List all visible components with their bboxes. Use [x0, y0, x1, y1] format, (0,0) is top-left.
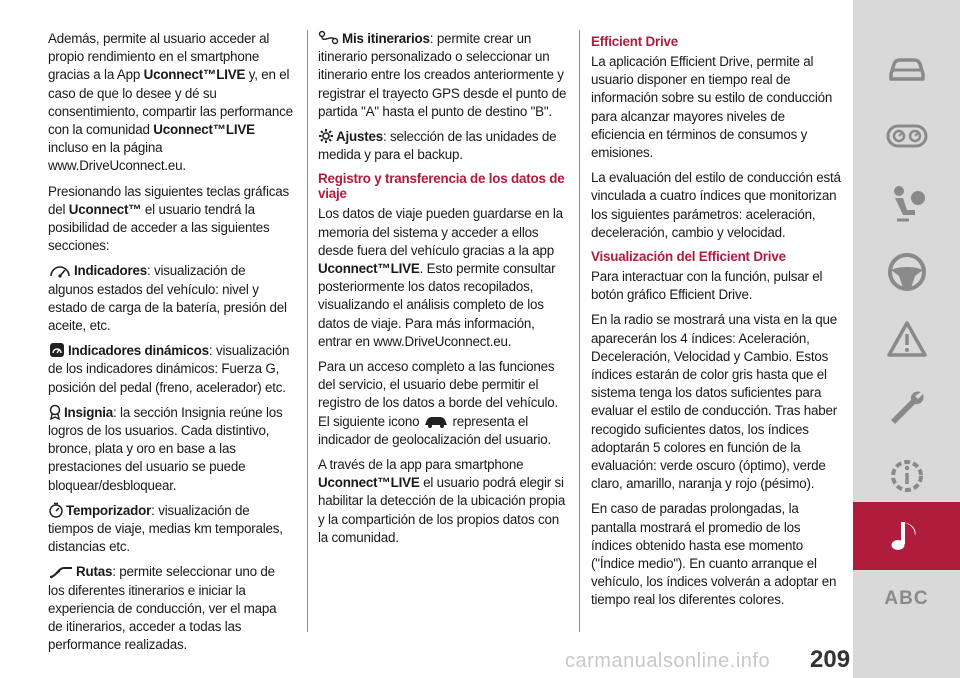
paragraph-registro: Los datos de viaje pueden guardarse en la memoria del sistema y acceder a ellos desde fuera del vehículo gracias a la app Uconnect™LIVE. Esto permite consultar posteriormente los datos recopilados, visualizando el análisis completo de los datos de viaje. Para más información, entrar en www.DriveUconnect.eu.	[318, 206, 563, 349]
paragraph-indices: En la radio se mostrará una vista en la que aparecerán los 4 índices: Aceleración, Deceleración, Velocidad y Cambio. Estos índices estarán de color gris hasta que el sistema tenga los datos suficientes para evaluar el estilo de conducción. Tras haber recogido suficientes datos, los índices adoptarán 5 colores en función de la evaluación: verde oscuro (óptimo), verde claro, amarillo, naranja y rojo (pésimo).	[591, 312, 837, 492]
steering-wheel-icon	[885, 250, 929, 294]
page-number: 209	[810, 646, 851, 673]
geolocation-car-icon	[423, 414, 449, 428]
sidebar-item-info[interactable]	[853, 442, 960, 510]
sidebar-item-warning[interactable]	[853, 306, 960, 374]
item-temporizador: Temporizador: visualización de tiempos de viaje, medias km temporales, distancias etc.	[48, 502, 283, 555]
sidebar-item-wrench[interactable]	[853, 374, 960, 442]
item-mis-itinerarios: Mis itinerarios: permite crear un itinerario personalizado o seleccionar un itinerario entre los creados anteriormente y registrar el trayecto GPS desde el punto de partida "A" hasta el punto de destino "B".	[318, 31, 567, 119]
watermark: carmanualsonline.info	[565, 650, 771, 672]
chapter-sidebar	[853, 0, 960, 678]
heading-visualizacion: Visualización del Efficient Drive	[591, 249, 786, 265]
item-indicadores: Indicadores: visualización de algunos estados del vehículo: nivel y estado de carga de la batería, presión del aceite, etc.	[48, 263, 287, 334]
heading-efficient-drive: Efficient Drive	[591, 34, 679, 49]
item-insignia: Insignia: la sección Insignia reúne los logros de los usuarios. Cada distintivo, bronce, plata y oro en base a las prestaciones del usuario se puede bloquear/desbloquear.	[48, 404, 283, 493]
stopwatch-icon	[48, 502, 64, 518]
heading-registro: Registro y transferencia de los datos de viaje	[318, 171, 565, 202]
sidebar-item-dashboard[interactable]	[853, 102, 960, 170]
sidebar-item-steering[interactable]	[853, 238, 960, 306]
paragraph-acceso: Para un acceso completo a las funciones del servicio, el usuario debe permitir el registro de los datos a borde del vehículo. El siguiente icono representa el indicador de geolocalización del usuario.	[318, 359, 559, 447]
paragraph-intro: Además, permite al usuario acceder al propio rendimiento en el smartphone gracias a la App Uconnect™LIVE y, en el caso de que lo desee y dé su consentimiento, compartir las performance con la comunidad Uconnect™LIVE incluso en la página www.DriveUconnect.eu.	[48, 31, 293, 174]
item-rutas: Rutas: permite seleccionar uno de los diferentes itinerarios e iniciar la experiencia de conducción, ver el mapa de itinerarios, acceder a todas las performance realizadas.	[48, 564, 277, 653]
paragraph-ed-intro: La aplicación Efficient Drive, permite al usuario disponer en tiempo real de información sobre su estilo de conducción para alcanzar mayores niveles de eficiencia en términos de consumos y emisiones.	[591, 54, 833, 161]
itinerary-icon	[318, 30, 340, 46]
route-icon	[48, 565, 74, 579]
column-right	[591, 30, 841, 617]
paragraph-interactuar: Para interactuar con la función, pulsar el botón gráfico Efficient Drive.	[591, 269, 823, 303]
wrench-icon	[885, 386, 929, 430]
settings-gear-icon	[318, 128, 334, 144]
warning-icon	[885, 318, 929, 362]
item-ajustes: Ajustes: selección de las unidades de medida y para el backup.	[318, 129, 557, 163]
car-icon	[885, 46, 929, 90]
item-indicadores-dinamicos: Indicadores dinámicos: visualización de los indicadores dinámicos: Fuerza G, posición del pedal (freno, acelerador) etc.	[48, 343, 290, 395]
info-gear-icon	[885, 454, 929, 498]
paragraph-sections-intro: Presionando las siguientes teclas gráficas del Uconnect™ el usuario tendrá la posibilidad de acceder a las siguientes secciones:	[48, 183, 289, 254]
paragraph-paradas: En caso de paradas prolongadas, la pantalla mostrará el promedio de los índices obtenido hasta ese momento ("Índice medio"). En cuanto arranque el vehículo, los índices volverán a adoptar en tiempo real los diferentes colores.	[591, 501, 837, 608]
column-divider	[579, 30, 580, 632]
paragraph-app: A través de la app para smartphone Uconnect™LIVE el usuario podrá elegir si habilitar la detección de la ubicación propia y la compartición de los propios datos con la comunidad.	[318, 457, 566, 545]
column-divider	[307, 30, 308, 632]
dashboard-icon	[885, 114, 929, 158]
dynamic-gauge-icon	[48, 342, 66, 358]
music-note-icon	[885, 514, 929, 558]
gauge-icon	[48, 264, 72, 278]
column-middle	[318, 30, 570, 554]
badge-icon	[48, 404, 62, 420]
sidebar-item-airbag[interactable]	[853, 170, 960, 238]
sidebar-item-abc[interactable]: ABC	[884, 588, 929, 609]
sidebar-item-music[interactable]	[853, 502, 960, 570]
airbag-icon	[885, 182, 929, 226]
paragraph-ed-evaluation: La evaluación del estilo de conducción está vinculada a cuatro índices que monitorizan los siguientes parámetros: aceleración, deceleración, cambio y velocidad.	[591, 170, 841, 240]
column-left	[48, 30, 294, 662]
sidebar-item-car[interactable]	[853, 34, 960, 102]
